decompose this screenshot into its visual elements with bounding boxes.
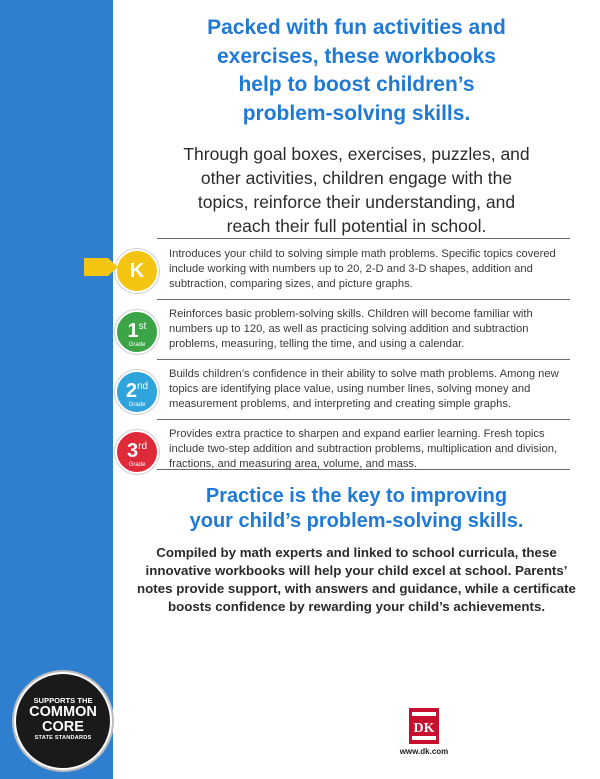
- common-core-line: COMMON: [29, 704, 97, 720]
- grade-k-description: Introduces your child to solving simple math problems. Specific topics covered include working with numbers up to 20, 2-D and 3-D shapes, addition and subtraction, comparing sizes, and picture graphs.: [169, 248, 556, 290]
- compiled-paragraph: [113, 544, 600, 616]
- grade-3-description: Provides extra practice to sharpen and expand earlier learning. Fresh topics include two-step addition and subtraction problems, multiplication and division, fractions, and measuring area, volume, and mass.: [169, 428, 558, 470]
- common-core-line: CORE: [42, 719, 84, 735]
- intro-line: reach their full potential in school.: [226, 216, 487, 236]
- grade-row-third: [113, 420, 600, 482]
- grade-row-first: [113, 300, 600, 362]
- grade-badge-suffix: st: [138, 321, 147, 332]
- divider-line: [157, 469, 570, 470]
- compiled-line: notes provide support, with answers and guidance, while a certificate: [137, 581, 576, 596]
- grade-badge-number: 3: [126, 440, 139, 462]
- intro-line: Through goal boxes, exercises, puzzles, and: [183, 144, 530, 164]
- practice-line: your child’s problem-solving skills.: [189, 510, 524, 532]
- compiled-line: innovative workbooks will help your child excel at school. Parents’: [145, 563, 568, 578]
- grade-badge-label: Grade: [128, 402, 146, 408]
- grade-1-description: Reinforces basic problem-solving skills. Children will become familiar with numbers up to 120, as well as practicing solving addition and subtraction problems, measuring, telling the time, and using a calendar.: [169, 308, 533, 350]
- grade-badge-label: Grade: [128, 342, 146, 348]
- grade-badge-suffix: nd: [137, 381, 149, 392]
- grade-1-badge: [115, 310, 159, 354]
- headline-line: Packed with fun activities and: [207, 16, 506, 39]
- grade-row-second: [113, 360, 600, 422]
- grade-3-badge: [115, 430, 159, 474]
- back-cover-content: [113, 0, 600, 779]
- intro-line: topics, reinforce their understanding, and: [197, 192, 516, 212]
- common-core-badge: [14, 672, 112, 770]
- grade-badge-number: 2: [125, 380, 137, 402]
- kindergarten-pointer-arrow: [84, 254, 118, 280]
- dk-logo-text: DK: [413, 721, 435, 736]
- divider-line: [157, 238, 570, 239]
- compiled-line: Compiled by math experts and linked to school curricula, these: [156, 545, 557, 560]
- grade-badge-suffix: rd: [138, 441, 148, 452]
- headline-line: problem-solving skills.: [242, 101, 471, 125]
- common-core-line: STATE STANDARDS: [34, 735, 92, 741]
- publisher-url: www.dk.com: [399, 747, 449, 756]
- practice-line: Practice is the key to improving: [205, 485, 508, 507]
- practice-tagline: [113, 484, 600, 534]
- common-core-line: SUPPORTS THE: [33, 696, 93, 705]
- intro-line: other activities, children engage with the: [200, 168, 513, 188]
- headline-line: exercises, these workbooks: [217, 44, 496, 68]
- grade-badge-number: K: [129, 260, 145, 282]
- intro-paragraph: [113, 142, 600, 238]
- compiled-line: boosts confidence by rewarding your child’s achievements.: [167, 599, 546, 614]
- grade-2-description: Builds children’s confidence in their ability to solve math problems. Among new topics are identifying place value, using number lines, solving money and measurement problems, and interpreting and creating simple graphs.: [169, 368, 559, 410]
- headline-line: help to boost children’s: [238, 73, 475, 96]
- grade-badge-label: Grade: [128, 462, 146, 468]
- grade-k-badge: [115, 249, 159, 293]
- left-color-band: [0, 0, 113, 779]
- grade-row-kindergarten: [113, 240, 600, 302]
- headline: [113, 14, 600, 128]
- dk-logo: [409, 708, 439, 744]
- grade-badge-number: 1: [127, 320, 139, 342]
- grade-2-badge: [115, 370, 159, 414]
